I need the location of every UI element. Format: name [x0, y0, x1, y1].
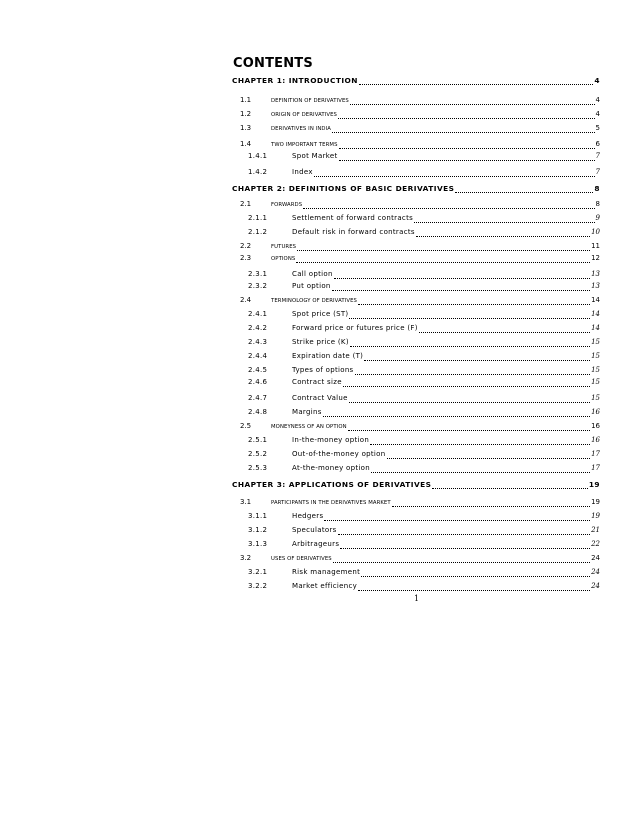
toc-entry-subsection[interactable] [248, 352, 600, 363]
toc-entry-number: 2.5.2 [248, 450, 268, 458]
dot-leader [348, 423, 590, 431]
toc-entry-number: 2.5.3 [248, 464, 268, 472]
toc-entry-label: Speculators [292, 526, 337, 534]
dot-leader [303, 201, 594, 209]
toc-entry-label: FUTURES [271, 244, 297, 250]
toc-entry-page: 14 [591, 310, 600, 318]
dot-leader [332, 125, 595, 133]
toc-entry-subsection[interactable] [248, 152, 600, 163]
toc-entry-subsection[interactable] [248, 512, 600, 523]
toc-entry-page: 13 [591, 282, 600, 290]
toc-entry-number: 2.1.2 [248, 228, 268, 236]
toc-entry-label: In-the-money option [292, 436, 370, 444]
toc-entry-subsection[interactable] [248, 408, 600, 419]
toc-entry-number: 3.1 [240, 498, 252, 506]
dot-leader [333, 555, 590, 563]
toc-entry-label: DEFINITION OF DERIVATIVES [271, 98, 349, 104]
toc-entry-label: DERIVATIVES IN INDIA [271, 126, 331, 132]
toc-entry-label: MONEYNESS OF AN OPTION [271, 424, 347, 430]
toc-entry-page: 14 [591, 324, 600, 332]
page-number-footer: 1 [414, 594, 420, 603]
toc-entry-page: 22 [591, 540, 600, 548]
toc-entry-page: 17 [591, 464, 600, 472]
toc-entry-label: Forward price or futures price (F) [292, 324, 418, 332]
toc-entry-page: 15 [591, 352, 600, 360]
toc-entry-page: 7 [595, 152, 600, 160]
dot-leader [349, 311, 590, 319]
toc-entry-label: Margins [292, 408, 322, 416]
toc-entry-section[interactable] [240, 254, 600, 265]
toc-entry-page: 15 [591, 338, 600, 346]
toc-entry-page: 10 [591, 228, 600, 236]
toc-entry-page: 9 [595, 214, 600, 222]
toc-entry-section[interactable] [240, 242, 600, 253]
toc-entry-label: OPTIONS [271, 256, 296, 262]
toc-entry-page: 15 [591, 378, 600, 386]
toc-entry-number: 2.4.4 [248, 352, 268, 360]
toc-entry-subsection[interactable] [248, 394, 600, 405]
toc-entry-number: 2.3.1 [248, 270, 268, 278]
toc-entry-page: 21 [591, 526, 600, 534]
toc-entry-chapter[interactable] [232, 76, 600, 87]
toc-entry-number: 2.4.6 [248, 378, 268, 386]
dot-leader [387, 451, 591, 459]
toc-entry-number: 3.2.2 [248, 582, 268, 590]
dot-leader [416, 229, 590, 237]
toc-entry-page: 24 [591, 582, 600, 590]
toc-entry-subsection[interactable] [248, 366, 600, 377]
dot-leader [359, 77, 594, 85]
toc-entry-page: 15 [591, 394, 600, 402]
toc-entry-page: 19 [591, 498, 600, 506]
toc-entry-section[interactable] [240, 498, 600, 509]
toc-entry-label: TWO IMPORTANT TERMS [271, 142, 338, 148]
toc-entry-subsection[interactable] [248, 324, 600, 335]
dot-leader [364, 353, 590, 361]
toc-entry-subsection[interactable] [248, 582, 600, 593]
toc-entry-number: 3.2.1 [248, 568, 268, 576]
dot-leader [349, 395, 590, 403]
toc-entry-number: 2.5 [240, 422, 252, 430]
toc-entry-subsection[interactable] [248, 526, 600, 537]
toc-entry-label: Default risk in forward contracts [292, 228, 415, 236]
dot-leader [339, 153, 595, 161]
toc-entry-page: 4 [594, 76, 600, 85]
toc-entry-label: Market efficiency [292, 582, 358, 590]
toc-entry-label: Arbitrageurs [292, 540, 340, 548]
toc-entry-number: 3.1.1 [248, 512, 268, 520]
dot-leader [339, 141, 595, 149]
toc-entry-page: 16 [591, 422, 600, 430]
toc-entry-number: 2.4.7 [248, 394, 268, 402]
toc-entry-number: 2.5.1 [248, 436, 268, 444]
toc-entry-page: 5 [595, 124, 600, 132]
toc-entry-section[interactable] [240, 96, 600, 107]
toc-entry-page: 6 [595, 140, 600, 148]
toc-entry-label: Risk management [292, 568, 361, 576]
toc-entry-section[interactable] [240, 124, 600, 135]
dot-leader [296, 255, 590, 263]
toc-entry-label: CHAPTER 1: INTRODUCTION [232, 76, 358, 85]
toc-entry-page: 24 [591, 568, 600, 576]
toc-entry-page: 13 [591, 270, 600, 278]
toc-entry-label: TERMINOLOGY OF DERIVATIVES [271, 298, 358, 304]
dot-leader [350, 97, 595, 105]
toc-entry-label: Settlement of forward contracts [292, 214, 414, 222]
toc-entry-subsection[interactable] [248, 282, 600, 293]
toc-entry-label: Hedgers [292, 512, 324, 520]
toc-entry-number: 2.3.2 [248, 282, 268, 290]
dot-leader [432, 481, 587, 489]
dot-leader [358, 583, 590, 591]
toc-entry-page: 4 [595, 96, 600, 104]
toc-entry-chapter[interactable] [232, 480, 600, 491]
toc-entry-number: 2.2 [240, 242, 252, 250]
toc-entry-label: FORWARDS [271, 202, 303, 208]
dot-leader [334, 271, 590, 279]
dot-leader [350, 339, 590, 347]
toc-entry-number: 1.2 [240, 110, 252, 118]
toc-entry-label: Index [292, 168, 313, 176]
toc-entry-section[interactable] [240, 110, 600, 121]
toc-entry-section[interactable] [240, 200, 600, 211]
toc-entry-number: 2.1 [240, 200, 252, 208]
toc-entry-number: 2.1.1 [248, 214, 268, 222]
dot-leader [370, 437, 590, 445]
toc-entry-label: Put option [292, 282, 331, 290]
dot-leader [455, 185, 593, 193]
toc-entry-label: PARTICIPANTS IN THE DERIVATIVES MARKET [271, 500, 391, 506]
page-title: CONTENTS [233, 56, 313, 71]
toc-entry-page: 7 [595, 168, 600, 176]
toc-entry-number: 2.4.8 [248, 408, 268, 416]
toc-entry-label: Expiration date (T) [292, 352, 364, 360]
toc-entry-label: Spot Market [292, 152, 338, 160]
toc-entry-page: 16 [591, 408, 600, 416]
toc-entry-number: 1.4.1 [248, 152, 268, 160]
dot-leader [314, 169, 595, 177]
toc-entry-subsection[interactable] [248, 310, 600, 321]
dot-leader [297, 243, 590, 251]
toc-entry-number: 3.1.2 [248, 526, 268, 534]
toc-entry-label: ORIGIN OF DERIVATIVES [271, 112, 338, 118]
toc-entry-subsection[interactable] [248, 436, 600, 447]
toc-entry-number: 2.4.2 [248, 324, 268, 332]
dot-leader [332, 283, 590, 291]
toc-entry-subsection[interactable] [248, 450, 600, 461]
toc-entry-section[interactable] [240, 554, 600, 565]
toc-entry-subsection[interactable] [248, 568, 600, 579]
toc-entry-label: CHAPTER 2: DEFINITIONS OF BASIC DERIVATIVES [232, 184, 455, 193]
dot-leader [324, 513, 590, 521]
toc-entry-label: CHAPTER 3: APPLICATIONS OF DERIVATIVES [232, 480, 432, 489]
dot-leader [340, 541, 590, 549]
dot-leader [343, 379, 590, 387]
toc-entry-subsection[interactable] [248, 338, 600, 349]
toc-entry-label: Call option [292, 270, 333, 278]
dot-leader [414, 215, 594, 223]
toc-entry-subsection[interactable] [248, 464, 600, 475]
toc-entry-page: 17 [591, 450, 600, 458]
toc-entry-page: 8 [594, 184, 600, 193]
dot-leader [338, 527, 591, 535]
toc-entry-number: 1.3 [240, 124, 252, 132]
dot-leader [371, 465, 590, 473]
toc-entry-number: 1.4.2 [248, 168, 268, 176]
toc-entry-label: Contract Value [292, 394, 348, 402]
toc-entry-page: 12 [591, 254, 600, 262]
toc-entry-section[interactable] [240, 296, 600, 307]
dot-leader [338, 111, 595, 119]
toc-entry-label: Spot price (ST) [292, 310, 349, 318]
toc-entry-subsection[interactable] [248, 228, 600, 239]
toc-entry-number: 2.4.1 [248, 310, 268, 318]
dot-leader [419, 325, 590, 333]
toc-entry-number: 1.4 [240, 140, 252, 148]
toc-entry-label: Strike price (K) [292, 338, 349, 346]
dot-leader [323, 409, 590, 417]
toc-entry-page: 19 [591, 512, 600, 520]
dot-leader [392, 499, 590, 507]
toc-entry-page: 8 [595, 200, 600, 208]
toc-entry-number: 1.1 [240, 96, 252, 104]
toc-entry-page: 11 [591, 242, 600, 250]
toc-entry-page: 19 [588, 480, 600, 489]
toc-entry-subsection[interactable] [248, 168, 600, 179]
toc-entry-number: 2.4 [240, 296, 252, 304]
toc-entry-label: Contract size [292, 378, 342, 386]
toc-entry-label: USES OF DERIVATIVES [271, 556, 332, 562]
toc-entry-section[interactable] [240, 140, 600, 151]
dot-leader [355, 367, 591, 375]
dot-leader [361, 569, 590, 577]
toc-entry-page: 4 [595, 110, 600, 118]
toc-entry-number: 3.2 [240, 554, 252, 562]
toc-entry-page: 24 [591, 554, 600, 562]
toc-entry-chapter[interactable] [232, 184, 600, 195]
toc-entry-number: 3.1.3 [248, 540, 268, 548]
toc-entry-page: 16 [591, 436, 600, 444]
toc-entry-label: At-the-money option [292, 464, 370, 472]
toc-entry-label: Types of options [292, 366, 354, 374]
toc-entry-subsection[interactable] [248, 214, 600, 225]
toc-entry-number: 2.4.3 [248, 338, 268, 346]
dot-leader [358, 297, 590, 305]
toc-entry-number: 2.4.5 [248, 366, 268, 374]
toc-entry-subsection[interactable] [248, 540, 600, 551]
toc-entry-number: 2.3 [240, 254, 252, 262]
toc-entry-subsection[interactable] [248, 270, 600, 281]
toc-entry-page: 15 [591, 366, 600, 374]
toc-entry-section[interactable] [240, 422, 600, 433]
toc-entry-label: Out-of-the-money option [292, 450, 386, 458]
toc-entry-subsection[interactable] [248, 378, 600, 389]
toc-entry-page: 14 [591, 296, 600, 304]
